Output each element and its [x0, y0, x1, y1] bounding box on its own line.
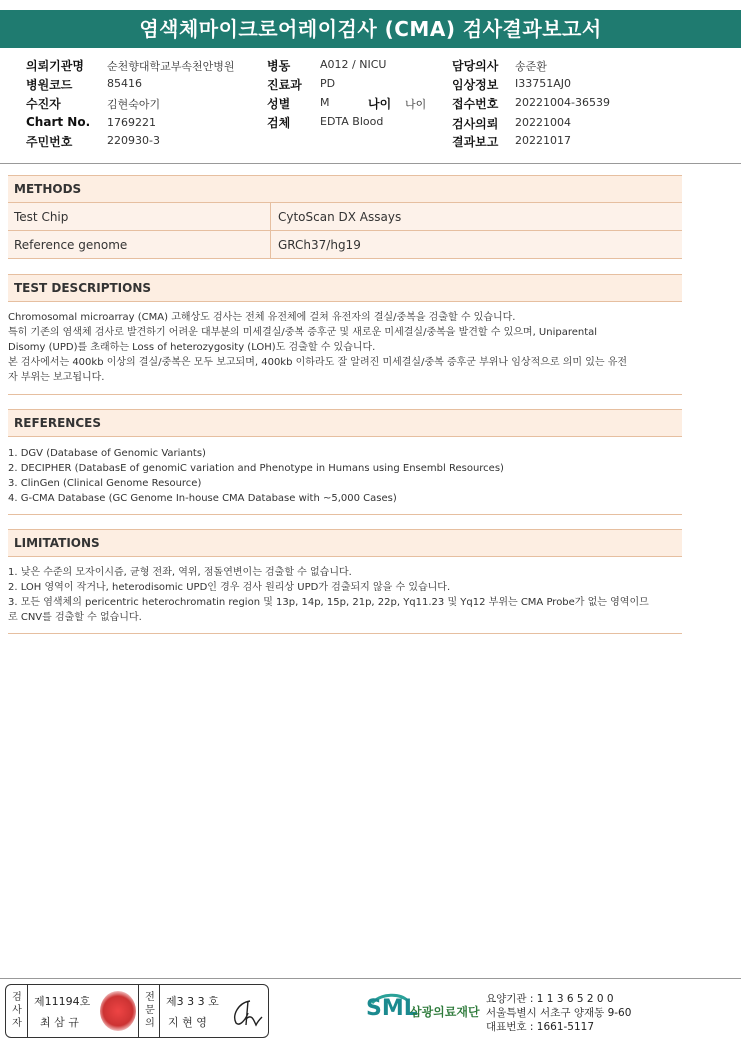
limitation-item: 2. LOH 영역이 작거나, heterodisomic UPD인 경우 검사 원리상 UPD가 검출되지 않을 수 있습니다. [8, 582, 451, 593]
sex-value: M [320, 96, 330, 109]
doctor-name: 지 현 영 [168, 1016, 207, 1029]
methods-value: GRCh37/hg19 [278, 238, 361, 252]
dept-label: 진료과 [267, 78, 302, 92]
methods-value: CytoScan DX Assays [278, 210, 402, 224]
dept-value: PD [320, 77, 336, 90]
ward-value: A012 / NICU [320, 58, 387, 71]
row-divider [270, 231, 271, 258]
institution-value: 순천향대학교부속천안병원 [107, 60, 235, 73]
limitation-item: 1. 낮은 수준의 모자이시즘, 균형 전좌, 역위, 점돌연변이는 검출할 수 없습니다. [8, 567, 352, 578]
description-line: Disomy (UPD)를 초래하는 Loss of heterozygosity (LOH)도 검출할 수 있습니다. [8, 342, 376, 353]
resident-label: 주민번호 [26, 135, 73, 149]
age-label: 나이 [368, 97, 392, 111]
patient-label: 수진자 [26, 97, 61, 111]
section-divider [8, 394, 682, 395]
chart-label: Chart No. [26, 115, 91, 129]
care-number: 요양기관 : 1 1 3 6 5 2 0 0 [486, 993, 614, 1005]
phone: 대표번호 : 1661-5117 [486, 1021, 595, 1033]
sex-label: 성별 [267, 97, 291, 111]
address: 서울특별시 서초구 양재동 9-60 [486, 1007, 632, 1019]
doctor-vlabel: 전문의 [145, 992, 155, 1029]
section-divider [8, 633, 682, 634]
examiner-name: 최 삼 규 [40, 1016, 79, 1029]
examiner-vlabel-cell [6, 985, 28, 1037]
methods-row [8, 231, 682, 259]
footer-divider [0, 978, 741, 979]
section-divider [8, 514, 682, 515]
clinical-value: I33751AJ0 [515, 77, 572, 90]
report-title: 염색체마이크로어레이검사 (CMA) 검사결과보고서 [0, 10, 741, 48]
description-line: 특히 기존의 염색체 검사로 발견하기 어려운 대부분의 미세결실/중복 증후군 및 새로운 미세결실/중복을 발견할 수 있으며, Uniparental [8, 327, 598, 338]
references-heading: REFERENCES [8, 409, 682, 437]
description-line: 자 부위는 보고됩니다. [8, 372, 105, 383]
reference-item: 1. DGV (Database of Genomic Variants) [8, 448, 206, 459]
limitations-list [8, 565, 684, 625]
limitation-item: 로 CNV를 검출할 수 없습니다. [8, 612, 142, 623]
doctor-label: 담당의사 [452, 59, 499, 73]
description-line: 본 검사에서는 400kb 이상의 결실/중복은 모두 보고되며, 400kb 이하라도 잘 알려진 미세결실/중복 증후군 부위나 임상적으로 의미 있는 유전 [8, 357, 628, 368]
org-name: 삼광의료재단 [410, 1005, 480, 1019]
seal-stamp [100, 991, 136, 1031]
examiner-number: 제11194호 [34, 995, 91, 1008]
request-label: 검사의뢰 [452, 117, 499, 131]
specimen-value: EDTA Blood [320, 115, 384, 128]
hospital-code-label: 병원코드 [26, 78, 73, 92]
report-label: 결과보고 [452, 135, 499, 149]
institution-label: 의뢰기관명 [26, 59, 84, 73]
limitation-item: 3. 모든 염색체의 pericentric heterochromatin region 및 13p, 14p, 15p, 21p, 22p, Yq11.23 및 Yq12 부위는 CMA Probe가 없는 영역이므 [8, 597, 649, 608]
reference-item: 4. G-CMA Database (GC Genome In-house CMA Database with ~5,000 Cases) [8, 493, 397, 504]
ward-label: 병동 [267, 59, 291, 73]
request-value: 20221004 [515, 116, 571, 129]
doctor-vlabel-cell [138, 985, 160, 1037]
clinical-label: 임상정보 [452, 78, 499, 92]
methods-row [8, 203, 682, 231]
resident-value: 220930-3 [107, 134, 160, 147]
doctor-value: 송준환 [515, 60, 547, 73]
age-value: 나이 [405, 98, 427, 111]
specimen-label: 검체 [267, 116, 291, 130]
receipt-value: 20221004-36539 [515, 96, 610, 109]
signature-box [5, 984, 269, 1038]
patient-info [0, 52, 741, 164]
references-list [8, 446, 684, 506]
row-divider [270, 203, 271, 230]
test-descriptions-text [8, 310, 684, 385]
reference-item: 3. ClinGen (Clinical Genome Resource) [8, 478, 202, 489]
signature-icon [228, 995, 266, 1029]
receipt-label: 접수번호 [452, 97, 499, 111]
report-value: 20221017 [515, 134, 571, 147]
doctor-number: 제3 3 3 호 [166, 995, 219, 1008]
org-logo-text: SML [366, 996, 418, 1021]
examiner-vlabel: 검사자 [12, 992, 22, 1029]
hospital-code-value: 85416 [107, 77, 142, 90]
chart-value: 1769221 [107, 116, 156, 129]
description-line: Chromosomal microarray (CMA) 고해상도 검사는 전체 유전체에 걸쳐 유전자의 결실/중복을 검출할 수 있습니다. [8, 312, 516, 323]
methods-key: Test Chip [14, 210, 69, 224]
test-descriptions-heading: TEST DESCRIPTIONS [8, 274, 682, 302]
methods-heading: METHODS [8, 175, 682, 203]
limitations-heading: LIMITATIONS [8, 529, 682, 557]
reference-item: 2. DECIPHER (DatabasE of genomiC variation and Phenotype in Humans using Ensembl Resources) [8, 463, 504, 474]
methods-key: Reference genome [14, 238, 128, 252]
patient-value: 김현숙아기 [107, 98, 161, 111]
